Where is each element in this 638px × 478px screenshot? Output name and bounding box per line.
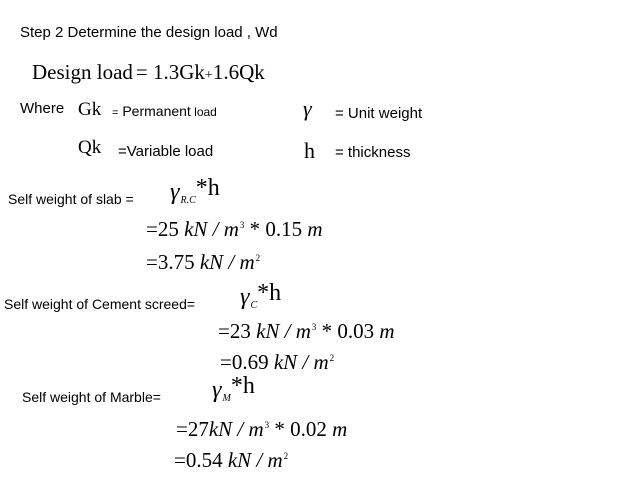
slab-line2-unit: kN / m: [199, 250, 255, 274]
qk-symbol: Qk: [78, 137, 102, 158]
screed-line1-number: 23: [229, 319, 257, 343]
marble-line2-number: 0.54: [185, 448, 228, 472]
slab-line1-number: 25: [157, 217, 185, 241]
design-load-equals: =: [135, 60, 148, 84]
marble-line1-unit: kN / m: [208, 417, 264, 441]
marble-line1-exponent: 3: [264, 420, 270, 430]
slab-line2-number: 3.75: [157, 250, 200, 274]
screed-line2-unit: kN / m: [273, 350, 329, 374]
screed-line2-number: 0.69: [231, 350, 274, 374]
design-load-plus: +: [204, 68, 213, 83]
h-definition: = thickness: [335, 144, 411, 161]
marble-line1-number: 27: [187, 417, 209, 441]
gk-desc: Permanent: [122, 103, 191, 119]
slab-calc-line1: [146, 219, 323, 240]
design-load-expression: 1.3Gk: [147, 60, 205, 84]
qk-definition: =Variable load: [118, 143, 214, 160]
screed-line1-exponent: 3: [311, 322, 317, 332]
marble-formula: [212, 373, 255, 404]
slab-label: Self weight of slab =: [8, 191, 134, 207]
slab-times-h: *h: [195, 175, 220, 201]
gamma-definition: = Unit weight: [335, 105, 423, 122]
h-symbol: h: [304, 138, 315, 163]
marble-line2-equals: =: [174, 448, 186, 472]
design-load-label: Design load: [32, 60, 133, 84]
design-load-expression-tail: 1.6Qk: [212, 60, 265, 84]
design-load-formula: [32, 62, 265, 83]
screed-line1-thickness: * 0.03: [316, 319, 380, 343]
marble-label: Self weight of Marble=: [22, 389, 161, 405]
slab-line2-exponent: 2: [255, 253, 261, 263]
marble-line2-exponent: 2: [283, 451, 289, 461]
slab-line1-unit: kN / m: [184, 217, 239, 241]
gk-symbol: Gk: [78, 99, 102, 120]
gamma-icon: γ: [212, 377, 222, 403]
marble-line1-equals: =: [176, 417, 188, 441]
screed-formula: [240, 280, 282, 311]
slab-line2-equals: =: [146, 250, 158, 274]
gk-equals: =: [112, 107, 119, 119]
screed-line1-unit: kN / m: [256, 319, 311, 343]
marble-line2-unit: kN / m: [227, 448, 283, 472]
marble-line1-thickness: * 0.02: [269, 417, 333, 441]
gamma-icon: γ: [170, 179, 180, 205]
gk-definition: [112, 104, 217, 119]
marble-times-h: *h: [230, 373, 255, 399]
gamma-icon: γ: [240, 284, 250, 310]
marble-subscript: M: [222, 393, 231, 404]
gk-desc-load: load: [190, 105, 217, 119]
marble-line1-unit-m: m: [332, 417, 348, 441]
marble-calc-line1: [176, 419, 347, 440]
screed-line2-exponent: 2: [329, 353, 335, 363]
step-heading: Step 2 Determine the design load , Wd: [20, 24, 278, 41]
where-label: Where: [20, 100, 65, 117]
slab-line1-thickness: * 0.15: [244, 217, 308, 241]
screed-calc-line1: [218, 321, 395, 342]
slab-line1-unit-m: m: [307, 217, 323, 241]
screed-label: Self weight of Cement screed=: [4, 296, 196, 312]
slab-line1-equals: =: [146, 217, 158, 241]
slab-formula: [170, 175, 220, 206]
slab-calc-line2: [146, 252, 260, 273]
screed-line1-unit-m: m: [379, 319, 395, 343]
slab-subscript: R.C: [180, 195, 196, 206]
screed-line1-equals: =: [218, 319, 230, 343]
screed-subscript: C: [250, 300, 258, 311]
slab-line1-exponent: 3: [239, 220, 245, 230]
screed-times-h: *h: [257, 280, 282, 306]
screed-line2-equals: =: [220, 350, 232, 374]
screed-calc-line2: [220, 352, 334, 373]
marble-calc-line2: [174, 450, 288, 471]
gamma-symbol: γ: [303, 96, 312, 121]
